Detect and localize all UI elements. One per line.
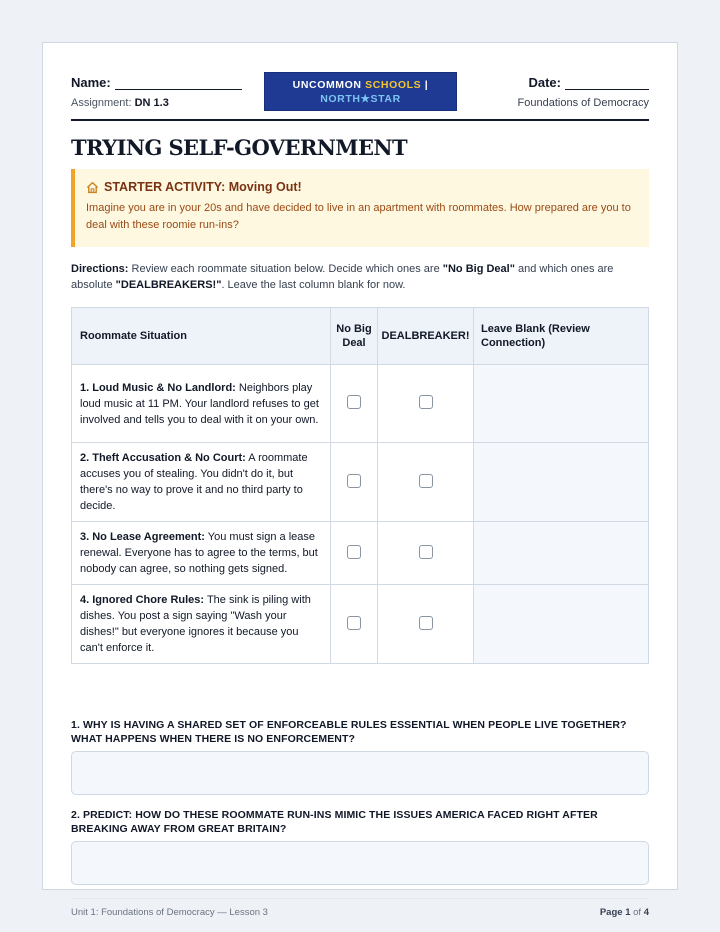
name-blank[interactable] — [115, 78, 242, 90]
header-divider — [71, 119, 649, 121]
question-2: 2. PREDICT: HOW DO THESE ROOMMATE RUN-INS MIMIC THE ISSUES AMERICA FACED RIGHT AFTER BREAKING AWAY FROM GREAT BRITAIN? — [71, 809, 598, 835]
logo-text-4: NORTH★STAR — [320, 93, 401, 105]
table-row — [72, 365, 649, 443]
directions-label: Directions: — [71, 263, 129, 275]
review-connection-cell[interactable] — [474, 365, 649, 443]
page-title: TRYING SELF-GOVERNMENT — [71, 135, 407, 160]
directions-text-1: Review each roommate situation below. Decide which ones are — [131, 263, 440, 275]
header-situation: Roommate Situation — [72, 308, 331, 365]
date-label: Date: — [528, 75, 561, 90]
page-label: Page — [599, 907, 623, 918]
answer-box-1[interactable] — [71, 751, 649, 795]
school-logo — [264, 72, 457, 111]
situation-text: The sink is piling with dishes. You post a sign saying "Wash your dishes!" but everyone ignores it because you can't enforce it. — [80, 594, 311, 654]
house-icon — [86, 181, 99, 194]
course-name: Foundations of Democracy — [517, 97, 649, 109]
situation-cell — [72, 443, 331, 522]
no-big-deal-cell — [331, 443, 378, 522]
situation-title: 1. Loud Music & No Landlord: — [80, 381, 236, 394]
assignment-value: DN 1.3 — [134, 97, 169, 109]
dealbreaker-cell — [378, 443, 474, 522]
situation-text: A roommate accuses you of stealing. You didn't do it, but there's no way to prove it and no third party to decide. — [80, 452, 308, 512]
directions-option-2: "DEALBREAKERS!" — [115, 279, 222, 291]
logo-text-1: UNCOMMON — [292, 79, 362, 91]
starter-activity — [71, 169, 649, 247]
name-field — [71, 75, 242, 90]
table-header-row — [72, 308, 649, 365]
logo-text-3: | — [424, 79, 429, 91]
situation-cell — [72, 585, 331, 664]
situation-cell — [72, 365, 331, 443]
page-current: 1 — [625, 907, 631, 918]
footer-divider — [71, 898, 649, 899]
page-number — [600, 907, 649, 918]
no-big-deal-checkbox[interactable] — [347, 395, 361, 409]
review-connection-cell[interactable] — [474, 443, 649, 522]
table-row — [72, 585, 649, 664]
situation-text: Neighbors play loud music at 11 PM. Your landlord refuses to get involved and tells you to deal with it on your own. — [80, 381, 319, 426]
no-big-deal-checkbox[interactable] — [347, 616, 361, 630]
dealbreaker-checkbox[interactable] — [419, 395, 433, 409]
dealbreaker-checkbox[interactable] — [419, 616, 433, 630]
no-big-deal-checkbox[interactable] — [347, 545, 361, 559]
situation-cell — [72, 522, 331, 585]
directions-option-1: "No Big Deal" — [442, 263, 515, 275]
no-big-deal-cell — [331, 365, 378, 443]
roommate-table — [71, 307, 649, 664]
dealbreaker-cell — [378, 522, 474, 585]
situation-text: You must sign a lease renewal. Everyone has to agree to the terms, but nobody can agree, so nothing gets signed. — [80, 531, 318, 575]
dealbreaker-cell — [378, 585, 474, 664]
logo-text-2: SCHOOLS — [365, 79, 422, 91]
assignment — [71, 97, 169, 109]
situation-title: 2. Theft Accusation & No Court: — [80, 452, 246, 464]
name-label: Name: — [71, 75, 111, 90]
header-leave-blank: Leave Blank (Review Connection) — [474, 308, 649, 365]
starter-text: Imagine you are in your 20s and have decided to live in an apartment with roommates. How prepared are you to deal with these roomie run-ins? — [86, 202, 631, 231]
table-row — [72, 522, 649, 585]
answer-box-2[interactable] — [71, 841, 649, 885]
no-big-deal-cell — [331, 585, 378, 664]
directions-text-3: . Leave the last column blank for now. — [221, 279, 406, 291]
page-total: 4 — [643, 907, 649, 918]
worksheet-page — [42, 42, 678, 918]
footer-unit: Unit 1: Foundations of Democracy — Lesson 3 — [71, 907, 268, 918]
table-row — [72, 443, 649, 522]
date-blank[interactable] — [565, 78, 649, 90]
situation-title: 3. No Lease Agreement: — [80, 531, 205, 543]
header — [71, 73, 649, 119]
situation-title: 4. Ignored Chore Rules: — [80, 594, 205, 606]
review-connection-cell[interactable] — [474, 585, 649, 664]
header-dealbreaker: DEALBREAKER! — [378, 308, 474, 365]
assignment-label: Assignment: — [71, 97, 132, 109]
directions-text-2: and which ones are absolute — [71, 263, 614, 291]
dealbreaker-checkbox[interactable] — [419, 545, 433, 559]
starter-heading: STARTER ACTIVITY: Moving Out! — [104, 180, 302, 194]
header-no-big-deal: No Big Deal — [331, 308, 378, 365]
question-1: 1. WHY IS HAVING A SHARED SET OF ENFORCEABLE RULES ESSENTIAL WHEN PEOPLE LIVE TOGETHER? WHAT HAPPENS WHEN THERE IS NO ENFORCEMENT? — [71, 719, 627, 745]
dealbreaker-checkbox[interactable] — [419, 474, 433, 488]
date-field — [528, 75, 649, 90]
no-big-deal-checkbox[interactable] — [347, 474, 361, 488]
no-big-deal-cell — [331, 522, 378, 585]
dealbreaker-cell — [378, 365, 474, 443]
review-connection-cell[interactable] — [474, 522, 649, 585]
directions — [71, 261, 649, 293]
page-of: of — [633, 907, 642, 918]
